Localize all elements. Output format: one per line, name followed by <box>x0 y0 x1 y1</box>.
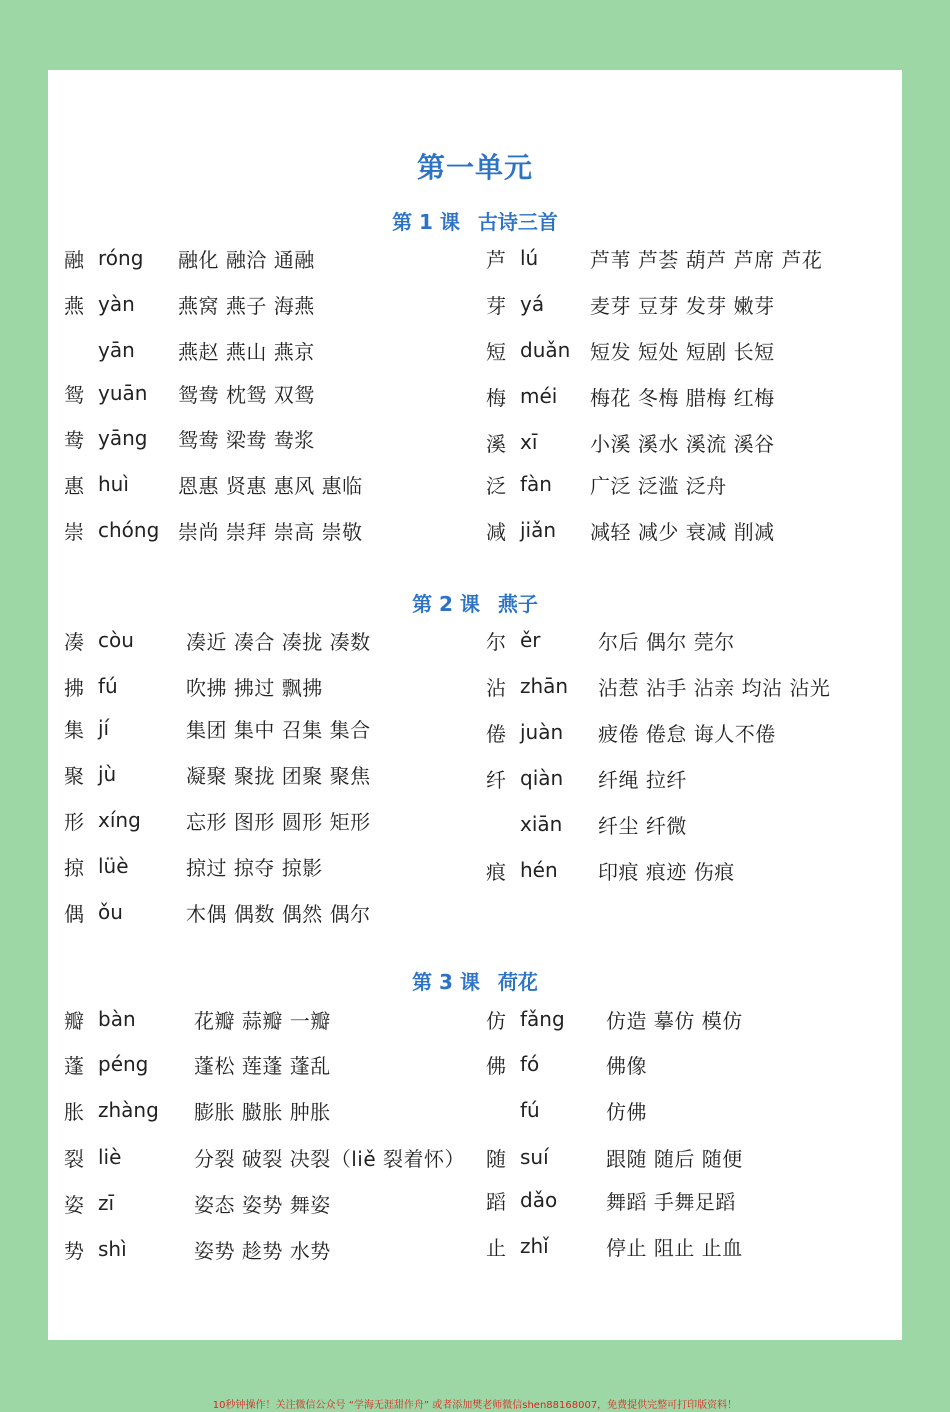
vocab-character: 痕 <box>486 859 506 884</box>
vocab-entry <box>64 467 363 501</box>
vocab-words: 燕窝 燕子 海燕 <box>178 293 315 318</box>
vocab-pinyin: zhǐ <box>520 1234 549 1258</box>
vocab-pinyin: juàn <box>520 720 564 744</box>
vocab-words: 纤尘 纤微 <box>598 813 687 838</box>
vocab-pinyin: fó <box>520 1052 540 1076</box>
vocab-words: 鸳鸯 枕鸳 双鸳 <box>178 382 315 407</box>
vocab-entry <box>64 287 315 321</box>
vocab-pinyin: fàn <box>520 472 552 496</box>
vocab-character: 鸯 <box>64 427 84 452</box>
vocab-words: 疲倦 倦怠 诲人不倦 <box>598 721 776 746</box>
vocab-words: 仿佛 <box>606 1099 647 1124</box>
vocab-character: 泛 <box>486 473 506 498</box>
vocab-pinyin: yá <box>520 292 545 316</box>
vocab-character: 蓬 <box>64 1053 84 1078</box>
vocab-entry <box>64 711 371 745</box>
vocab-pinyin: yāng <box>98 426 148 450</box>
vocab-pinyin: fú <box>98 674 118 698</box>
vocab-character: 仿 <box>486 1008 506 1033</box>
vocab-entry <box>486 761 687 795</box>
vocab-pinyin: liè <box>98 1145 122 1169</box>
vocab-words: 麦芽 豆芽 发芽 嫩芽 <box>590 293 775 318</box>
vocab-pinyin: yuān <box>98 381 148 405</box>
vocab-pinyin: duǎn <box>520 338 571 362</box>
vocab-words: 融化 融洽 通融 <box>178 247 315 272</box>
vocab-character: 崇 <box>64 519 84 544</box>
vocab-entry <box>64 895 371 929</box>
vocab-words: 仿造 摹仿 模仿 <box>606 1008 743 1033</box>
vocab-character: 沾 <box>486 675 506 700</box>
vocab-character: 鸳 <box>64 382 84 407</box>
vocab-character: 芽 <box>486 293 506 318</box>
vocab-character: 胀 <box>64 1099 84 1124</box>
vocab-entry <box>64 623 371 657</box>
vocab-entry <box>486 669 830 703</box>
vocab-entry <box>64 1093 331 1127</box>
lesson-1-label: 第 1 课 <box>392 210 460 234</box>
vocab-words: 木偶 偶数 偶然 偶尔 <box>186 901 371 926</box>
vocab-entry <box>486 287 775 321</box>
vocab-pinyin: zhàng <box>98 1098 159 1122</box>
vocab-character: 集 <box>64 717 84 742</box>
vocab-pinyin: jù <box>98 762 117 786</box>
vocab-pinyin: méi <box>520 384 558 408</box>
vocab-entry <box>486 623 735 657</box>
vocab-character: 蹈 <box>486 1189 506 1214</box>
vocab-words: 佛像 <box>606 1053 647 1078</box>
footer-notice: 10秒钟操作！关注微信公众号 “学海无涯甜作舟” 或者添加樊老师微信shen88168007，免费提供完整可打印版资料！ <box>212 1400 738 1411</box>
vocab-character: 梅 <box>486 385 506 410</box>
lesson-3-title <box>48 966 902 995</box>
vocab-words: 掠过 掠夺 掠影 <box>186 855 323 880</box>
vocab-character: 姿 <box>64 1192 84 1217</box>
worksheet-page <box>48 70 902 1340</box>
vocab-character: 拂 <box>64 675 84 700</box>
vocab-entry <box>486 241 822 275</box>
vocab-words: 凑近 凑合 凑拢 凑数 <box>186 629 371 654</box>
vocab-entry <box>64 669 323 703</box>
vocab-entry <box>64 849 323 883</box>
vocab-entry <box>486 853 735 887</box>
vocab-words: 跟随 随后 随便 <box>606 1146 743 1171</box>
vocab-pinyin: lú <box>520 246 539 270</box>
vocab-pinyin: huì <box>98 472 129 496</box>
vocab-entry <box>486 1183 736 1217</box>
vocab-entry <box>486 807 687 841</box>
lesson-2-label: 第 2 课 <box>412 592 480 616</box>
vocab-character: 止 <box>486 1235 506 1260</box>
vocab-pinyin: yàn <box>98 292 135 316</box>
vocab-words: 减轻 减少 衰减 削减 <box>590 519 775 544</box>
vocab-character: 减 <box>486 519 506 544</box>
vocab-entry <box>64 241 315 275</box>
vocab-entry <box>486 425 775 459</box>
vocab-words: 尔后 偶尔 莞尔 <box>598 629 735 654</box>
vocab-words: 停止 阻止 止血 <box>606 1235 743 1260</box>
vocab-words: 梅花 冬梅 腊梅 红梅 <box>590 385 775 410</box>
vocab-character: 瓣 <box>64 1008 84 1033</box>
vocab-character: 融 <box>64 247 84 272</box>
vocab-character: 势 <box>64 1238 84 1263</box>
unit-title: 第一单元 <box>416 151 533 184</box>
vocab-pinyin: còu <box>98 628 134 652</box>
vocab-words: 恩惠 贤惠 惠风 惠临 <box>178 473 363 498</box>
vocab-entry <box>64 1186 331 1220</box>
vocab-entry <box>486 1047 647 1081</box>
vocab-character: 尔 <box>486 629 506 654</box>
vocab-words: 沾惹 沾手 沾亲 均沾 沾光 <box>598 675 831 700</box>
vocab-pinyin: ǒu <box>98 900 123 924</box>
vocab-character: 偶 <box>64 901 84 926</box>
vocab-entry <box>64 1140 465 1174</box>
vocab-pinyin: chóng <box>98 518 160 542</box>
lesson-3-name: 荷花 <box>497 970 538 994</box>
vocab-pinyin: bàn <box>98 1007 136 1031</box>
lesson-3-label: 第 3 课 <box>412 970 480 994</box>
vocab-words: 印痕 痕迹 伤痕 <box>598 859 735 884</box>
vocab-words: 吹拂 拂过 飘拂 <box>186 675 323 700</box>
vocab-character: 溪 <box>486 431 506 456</box>
vocab-entry <box>486 1229 743 1263</box>
vocab-words: 广泛 泛滥 泛舟 <box>590 473 727 498</box>
vocab-entry <box>486 379 775 413</box>
vocab-words: 舞蹈 手舞足蹈 <box>606 1189 736 1214</box>
vocab-entry <box>64 1047 331 1081</box>
vocab-words: 膨胀 臌胀 肿胀 <box>194 1099 331 1124</box>
vocab-words: 姿势 趁势 水势 <box>194 1238 331 1263</box>
vocab-words: 鸳鸯 梁鸯 鸯浆 <box>178 427 315 452</box>
vocab-words: 集团 集中 召集 集合 <box>186 717 371 742</box>
vocab-character: 掠 <box>64 855 84 880</box>
vocab-entry <box>486 1002 743 1036</box>
vocab-pinyin: xiān <box>520 812 563 836</box>
vocab-pinyin: ěr <box>520 628 541 652</box>
vocab-character: 形 <box>64 809 84 834</box>
vocab-pinyin: fú <box>520 1098 540 1122</box>
vocab-entry <box>486 467 727 501</box>
vocab-words: 崇尚 崇拜 崇高 崇敬 <box>178 519 363 544</box>
vocab-pinyin: xíng <box>98 808 141 832</box>
vocab-entry <box>64 1002 331 1036</box>
vocab-entry <box>64 1232 331 1266</box>
vocab-entry <box>64 513 363 547</box>
vocab-pinyin: róng <box>98 246 144 270</box>
vocab-pinyin: xī <box>520 430 538 454</box>
vocab-character: 倦 <box>486 721 506 746</box>
vocab-entry <box>64 803 371 837</box>
vocab-entry <box>486 715 776 749</box>
vocab-pinyin: hén <box>520 858 558 882</box>
vocab-character: 随 <box>486 1146 506 1171</box>
vocab-entry <box>64 757 371 791</box>
vocab-entry <box>486 513 775 547</box>
vocab-character: 芦 <box>486 247 506 272</box>
vocab-pinyin: suí <box>520 1145 549 1169</box>
vocab-pinyin: dǎo <box>520 1188 558 1212</box>
lesson-2-name: 燕子 <box>497 592 538 616</box>
vocab-words: 忘形 图形 圆形 矩形 <box>186 809 371 834</box>
vocab-entry <box>486 333 775 367</box>
vocab-words: 姿态 姿势 舞姿 <box>194 1192 331 1217</box>
vocab-pinyin: péng <box>98 1052 149 1076</box>
vocab-pinyin: lüè <box>98 854 129 878</box>
vocab-character: 聚 <box>64 763 84 788</box>
vocab-character: 短 <box>486 339 506 364</box>
vocab-words: 芦苇 芦荟 葫芦 芦席 芦花 <box>590 247 823 272</box>
vocab-pinyin: zī <box>98 1191 115 1215</box>
vocab-entry <box>64 376 315 410</box>
vocab-character: 裂 <box>64 1146 84 1171</box>
lesson-1-title <box>48 206 902 235</box>
vocab-pinyin: shì <box>98 1237 127 1261</box>
vocab-words: 小溪 溪水 溪流 溪谷 <box>590 431 775 456</box>
vocab-entry <box>64 333 315 367</box>
vocab-words: 凝聚 聚拢 团聚 聚焦 <box>186 763 371 788</box>
vocab-character: 燕 <box>64 293 84 318</box>
lesson-1-name: 古诗三首 <box>477 210 558 234</box>
vocab-entry <box>64 421 315 455</box>
vocab-words: 分裂 破裂 决裂（liě 裂着怀） <box>194 1146 465 1171</box>
vocab-words: 花瓣 蒜瓣 一瓣 <box>194 1008 331 1033</box>
lesson-2-title <box>48 588 902 617</box>
vocab-words: 短发 短处 短剧 长短 <box>590 339 775 364</box>
vocab-character: 惠 <box>64 473 84 498</box>
vocab-pinyin: fǎng <box>520 1007 565 1031</box>
vocab-words: 蓬松 莲蓬 蓬乱 <box>194 1053 331 1078</box>
vocab-character: 凑 <box>64 629 84 654</box>
vocab-words: 纤绳 拉纤 <box>598 767 687 792</box>
vocab-pinyin: zhān <box>520 674 569 698</box>
vocab-pinyin: yān <box>98 338 135 362</box>
vocab-pinyin: jí <box>98 716 110 740</box>
vocab-pinyin: jiǎn <box>520 518 557 542</box>
vocab-words: 燕赵 燕山 燕京 <box>178 339 315 364</box>
vocab-pinyin: qiàn <box>520 766 564 790</box>
vocab-entry <box>486 1140 743 1174</box>
vocab-character: 纤 <box>486 767 506 792</box>
vocab-entry <box>486 1093 647 1127</box>
vocab-character: 佛 <box>486 1053 506 1078</box>
